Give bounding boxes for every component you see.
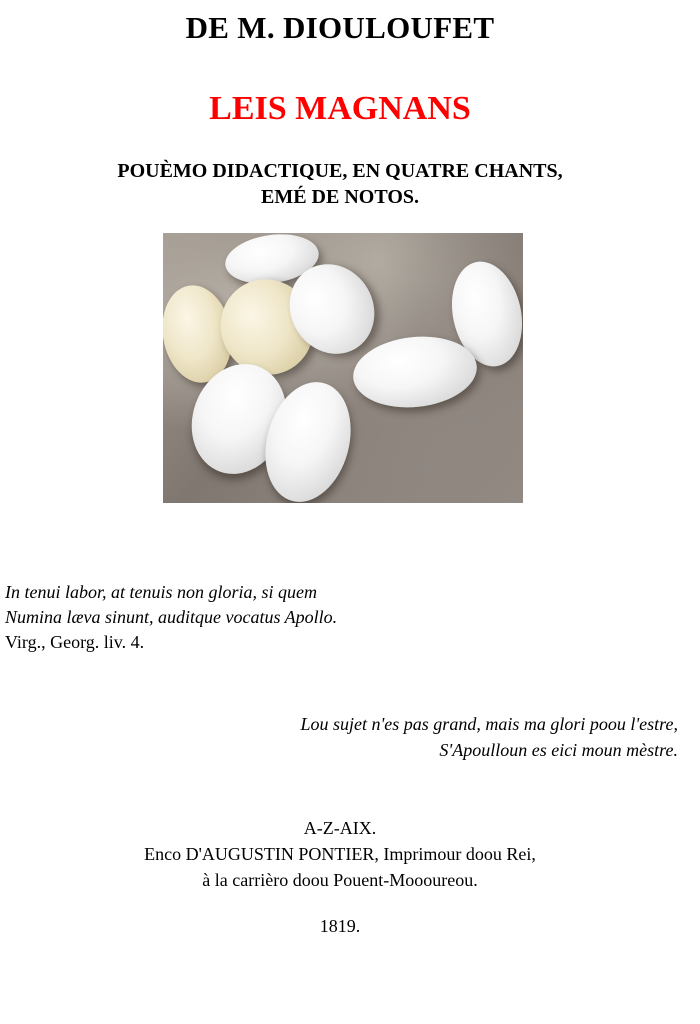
- subtitle-line: POUÈMO DIDACTIQUE, EN QUATRE CHANTS,: [117, 160, 563, 182]
- book-title: LEIS MAGNANS: [209, 90, 471, 127]
- latin-verse: Numina læva sinunt, auditque vocatus Apollo.: [5, 607, 338, 627]
- latin-verse: In tenui labor, at tenuis non gloria, si quem: [5, 582, 317, 602]
- author-heading: DE M. DIOULOUFET: [185, 10, 495, 45]
- latin-source: Virg., Georg. liv. 4.: [5, 632, 145, 652]
- cocoons-photo: [163, 233, 523, 503]
- provencal-verse: S'Apoulloun es eici moun mèstre.: [439, 740, 678, 760]
- imprint-printer: Enco D'AUGUSTIN PONTIER, Imprimour doou Rei,: [144, 844, 536, 864]
- cocoon-shape: [350, 331, 481, 414]
- imprint: [0, 815, 680, 893]
- book-subtitle: [0, 158, 680, 210]
- publication-year: 1819.: [319, 916, 361, 936]
- provencal-epigraph: [300, 711, 678, 763]
- subtitle-line: EMÉ DE NOTOS.: [261, 186, 419, 208]
- provencal-verse: Lou sujet n'es pas grand, mais ma glori poou l'estre,: [300, 714, 678, 734]
- latin-epigraph: [5, 580, 337, 655]
- imprint-street: à la carrièro doou Pouent-Moooureou.: [202, 870, 478, 890]
- imprint-place: A-Z-AIX.: [303, 818, 377, 838]
